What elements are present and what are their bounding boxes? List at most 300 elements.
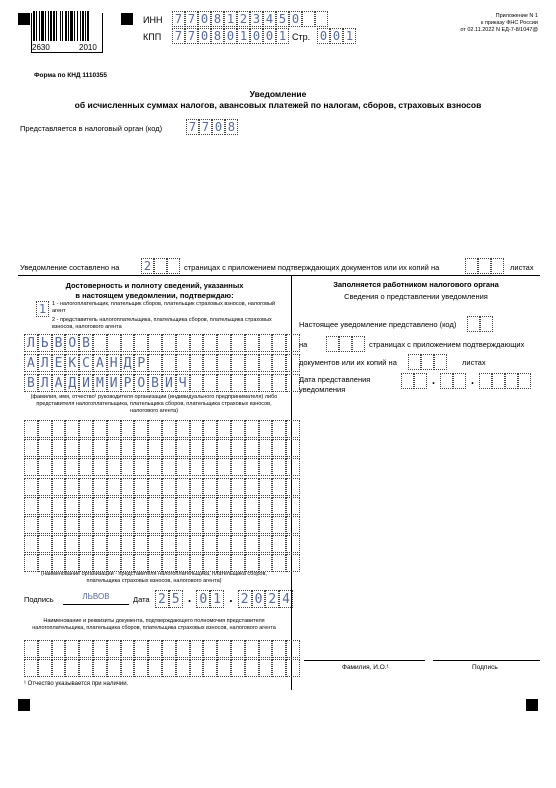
digit-cell[interactable]: 8 [225,119,238,135]
empty-cell[interactable] [134,439,148,457]
empty-cell[interactable] [272,420,286,438]
empty-cell[interactable] [272,478,286,496]
empty-cell[interactable] [190,640,204,658]
empty-cell[interactable] [134,640,148,658]
empty-cell[interactable] [217,439,231,457]
empty-cell[interactable] [245,554,259,572]
signature-value[interactable]: ЛЬВОВ [82,592,110,601]
digit-cell[interactable]: 5 [276,11,289,27]
empty-cell[interactable] [121,478,135,496]
empty-cell[interactable] [162,640,176,658]
empty-cell[interactable] [176,497,190,515]
digit-cell[interactable]: В [79,334,93,352]
digit-cell[interactable]: 0 [289,11,302,27]
empty-cell[interactable] [162,554,176,572]
empty-cell[interactable] [107,420,121,438]
patronymic-field[interactable] [24,374,300,392]
digit-cell[interactable]: 1 [237,28,250,44]
digit-cell[interactable]: И [79,374,93,392]
empty-cell[interactable] [217,554,231,572]
empty-cell[interactable] [434,354,447,370]
empty-cell[interactable] [24,554,38,572]
empty-cell[interactable] [65,420,79,438]
empty-cell[interactable] [93,516,107,534]
empty-cell[interactable] [259,640,273,658]
digit-cell[interactable]: 2 [141,258,154,274]
digit-cell[interactable] [231,354,245,372]
empty-cell[interactable] [491,258,504,274]
empty-cell[interactable] [286,439,300,457]
empty-cell[interactable] [162,659,176,677]
digit-cell[interactable] [93,334,107,352]
empty-cell[interactable] [231,439,245,457]
empty-cell[interactable] [107,554,121,572]
digit-cell[interactable] [231,374,245,392]
empty-cell[interactable] [326,336,339,352]
empty-cell[interactable] [286,497,300,515]
empty-cell[interactable] [162,497,176,515]
empty-cell[interactable] [52,659,66,677]
empty-cell[interactable] [286,554,300,572]
organization-name-row[interactable] [24,516,300,534]
empty-cell[interactable] [231,458,245,476]
empty-cell[interactable] [231,497,245,515]
empty-cell[interactable] [286,458,300,476]
empty-cell[interactable] [203,640,217,658]
date-digit-cell[interactable]: 0 [252,590,266,608]
empty-cell[interactable] [38,640,52,658]
digit-cell[interactable] [286,374,300,392]
empty-cell[interactable] [217,420,231,438]
digit-cell[interactable]: О [65,334,79,352]
empty-cell[interactable] [65,516,79,534]
empty-cell[interactable] [467,316,480,332]
empty-cell[interactable] [38,554,52,572]
digit-cell[interactable]: Л [24,334,38,352]
digit-cell[interactable]: И [107,374,121,392]
empty-cell[interactable] [217,497,231,515]
digit-cell[interactable] [272,354,286,372]
empty-cell[interactable] [176,478,190,496]
digit-cell[interactable] [259,374,273,392]
digit-cell[interactable] [121,334,135,352]
digit-cell[interactable] [315,11,328,27]
empty-cell[interactable] [107,497,121,515]
date-digit-cell[interactable]: 2 [238,590,252,608]
empty-cell[interactable] [107,640,121,658]
empty-cell[interactable] [24,458,38,476]
empty-cell[interactable] [401,373,414,389]
digit-cell[interactable] [217,374,231,392]
empty-cell[interactable] [65,478,79,496]
empty-cell[interactable] [79,516,93,534]
empty-cell[interactable] [148,497,162,515]
empty-cell[interactable] [217,535,231,553]
digit-cell[interactable]: Р [134,354,148,372]
empty-cell[interactable] [231,554,245,572]
date-digit-cell[interactable]: 2 [155,590,169,608]
date-digit-cell[interactable]: 5 [169,590,183,608]
empty-cell[interactable] [518,373,531,389]
digit-cell[interactable]: О [134,374,148,392]
empty-cell[interactable] [259,516,273,534]
empty-cell[interactable] [148,458,162,476]
empty-cell[interactable] [148,554,162,572]
organization-name-row[interactable] [24,458,300,476]
empty-cell[interactable] [176,458,190,476]
empty-cell[interactable] [176,535,190,553]
digit-cell[interactable]: Ч [176,374,190,392]
digit-cell[interactable] [162,334,176,352]
surname-field[interactable] [24,334,300,352]
empty-cell[interactable] [190,439,204,457]
digit-cell[interactable]: 0 [224,28,237,44]
empty-cell[interactable] [93,659,107,677]
digit-cell[interactable]: 8 [211,28,224,44]
empty-cell[interactable] [121,497,135,515]
empty-cell[interactable] [286,535,300,553]
empty-cell[interactable] [408,354,421,370]
date-digit-cell[interactable]: 2 [265,590,279,608]
empty-cell[interactable] [203,439,217,457]
empty-cell[interactable] [272,640,286,658]
empty-cell[interactable] [38,458,52,476]
digit-cell[interactable] [231,334,245,352]
empty-cell[interactable] [286,478,300,496]
document-details-row[interactable] [24,640,300,658]
empty-cell[interactable] [148,640,162,658]
digit-cell[interactable]: 7 [186,119,199,135]
date-digit-cell[interactable]: 1 [210,590,224,608]
empty-cell[interactable] [231,478,245,496]
empty-cell[interactable] [190,497,204,515]
empty-cell[interactable] [453,373,466,389]
digit-cell[interactable]: 0 [317,28,330,44]
empty-cell[interactable] [505,373,518,389]
empty-cell[interactable] [421,354,434,370]
empty-cell[interactable] [79,640,93,658]
digit-cell[interactable]: 1 [276,28,289,44]
empty-cell[interactable] [203,478,217,496]
empty-cell[interactable] [190,659,204,677]
empty-cell[interactable] [121,439,135,457]
empty-cell[interactable] [272,439,286,457]
empty-cell[interactable] [162,439,176,457]
empty-cell[interactable] [79,535,93,553]
empty-cell[interactable] [148,535,162,553]
digit-cell[interactable] [134,334,148,352]
digit-cell[interactable]: Ь [38,334,52,352]
digit-cell[interactable] [148,334,162,352]
digit-cell[interactable]: 7 [185,28,198,44]
digit-cell[interactable]: 0 [250,28,263,44]
empty-cell[interactable] [231,640,245,658]
empty-cell[interactable] [79,439,93,457]
empty-cell[interactable] [121,458,135,476]
digit-cell[interactable]: 4 [263,11,276,27]
presented-code-field[interactable] [467,316,493,332]
empty-cell[interactable] [121,659,135,677]
empty-cell[interactable] [38,497,52,515]
organization-name-row[interactable] [24,420,300,438]
empty-cell[interactable] [245,535,259,553]
empty-cell[interactable] [107,458,121,476]
empty-cell[interactable] [162,478,176,496]
empty-cell[interactable] [93,478,107,496]
empty-cell[interactable] [134,516,148,534]
digit-cell[interactable]: В [52,334,66,352]
organization-name-row[interactable] [24,535,300,553]
digit-cell[interactable]: Д [121,354,135,372]
digit-cell[interactable] [245,334,259,352]
date-digit-cell[interactable]: 4 [279,590,293,608]
empty-cell[interactable] [259,420,273,438]
empty-cell[interactable] [190,458,204,476]
empty-cell[interactable] [79,497,93,515]
received-sheets-field[interactable] [408,354,447,370]
empty-cell[interactable] [93,535,107,553]
empty-cell[interactable] [52,516,66,534]
empty-cell[interactable] [107,478,121,496]
empty-cell[interactable] [65,640,79,658]
empty-cell[interactable] [134,497,148,515]
signature-date-field[interactable] [155,590,293,608]
empty-cell[interactable] [286,420,300,438]
empty-cell[interactable] [203,554,217,572]
digit-cell[interactable]: 3 [250,11,263,27]
digit-cell[interactable] [203,374,217,392]
empty-cell[interactable] [465,258,478,274]
empty-cell[interactable] [65,439,79,457]
empty-cell[interactable] [24,516,38,534]
digit-cell[interactable] [176,354,190,372]
empty-cell[interactable] [107,516,121,534]
empty-cell[interactable] [203,535,217,553]
empty-cell[interactable] [231,420,245,438]
empty-cell[interactable] [121,554,135,572]
empty-cell[interactable] [121,640,135,658]
empty-cell[interactable] [190,516,204,534]
empty-cell[interactable] [134,554,148,572]
empty-cell[interactable] [176,516,190,534]
empty-cell[interactable] [134,420,148,438]
digit-cell[interactable]: 0 [198,28,211,44]
empty-cell[interactable] [190,420,204,438]
empty-cell[interactable] [148,439,162,457]
digit-cell[interactable] [245,374,259,392]
signer-type-cell[interactable]: 1 [36,301,49,317]
empty-cell[interactable] [134,659,148,677]
empty-cell[interactable] [245,659,259,677]
empty-cell[interactable] [162,535,176,553]
empty-cell[interactable] [134,458,148,476]
digit-cell[interactable]: 0 [198,11,211,27]
empty-cell[interactable] [245,439,259,457]
presented-date-field[interactable] [401,373,531,389]
empty-cell[interactable] [38,516,52,534]
empty-cell[interactable] [24,439,38,457]
digit-cell[interactable]: 2 [237,11,250,27]
empty-cell[interactable] [121,420,135,438]
digit-cell[interactable] [272,374,286,392]
digit-cell[interactable]: Е [52,354,66,372]
digit-cell[interactable]: А [93,354,107,372]
empty-cell[interactable] [79,458,93,476]
empty-cell[interactable] [93,439,107,457]
organization-name-row[interactable] [24,497,300,515]
first-name-field[interactable] [24,354,300,372]
digit-cell[interactable]: 0 [330,28,343,44]
empty-cell[interactable] [52,497,66,515]
empty-cell[interactable] [176,439,190,457]
empty-cell[interactable] [259,497,273,515]
empty-cell[interactable] [245,420,259,438]
digit-cell[interactable] [190,334,204,352]
digit-cell[interactable]: М [93,374,107,392]
sheets-count-field[interactable] [465,258,504,274]
digit-cell[interactable] [286,334,300,352]
empty-cell[interactable] [245,458,259,476]
empty-cell[interactable] [93,497,107,515]
organization-name-row[interactable] [24,554,300,572]
digit-cell[interactable] [154,258,167,274]
digit-cell[interactable]: Л [38,374,52,392]
empty-cell[interactable] [65,458,79,476]
digit-cell[interactable]: Р [121,374,135,392]
digit-cell[interactable]: Н [107,354,121,372]
received-pages-field[interactable] [326,336,365,352]
empty-cell[interactable] [259,458,273,476]
empty-cell[interactable] [148,478,162,496]
digit-cell[interactable] [272,334,286,352]
empty-cell[interactable] [121,516,135,534]
digit-cell[interactable]: 0 [212,119,225,135]
empty-cell[interactable] [217,458,231,476]
digit-cell[interactable]: Д [65,374,79,392]
empty-cell[interactable] [203,458,217,476]
empty-cell[interactable] [203,516,217,534]
digit-cell[interactable] [259,354,273,372]
empty-cell[interactable] [259,659,273,677]
signer-type-field[interactable] [36,301,49,317]
empty-cell[interactable] [52,420,66,438]
digit-cell[interactable]: 7 [172,28,185,44]
digit-cell[interactable] [286,354,300,372]
empty-cell[interactable] [217,516,231,534]
empty-cell[interactable] [231,535,245,553]
digit-cell[interactable] [217,354,231,372]
empty-cell[interactable] [478,258,491,274]
empty-cell[interactable] [203,497,217,515]
empty-cell[interactable] [65,554,79,572]
digit-cell[interactable] [245,354,259,372]
empty-cell[interactable] [162,516,176,534]
empty-cell[interactable] [176,659,190,677]
empty-cell[interactable] [52,439,66,457]
date-digit-cell[interactable]: 0 [196,590,210,608]
digit-cell[interactable] [162,354,176,372]
empty-cell[interactable] [217,640,231,658]
digit-cell[interactable]: 7 [185,11,198,27]
digit-cell[interactable]: 1 [343,28,356,44]
empty-cell[interactable] [65,535,79,553]
empty-cell[interactable] [79,478,93,496]
empty-cell[interactable] [272,458,286,476]
digit-cell[interactable]: 7 [172,11,185,27]
organization-name-row[interactable] [24,439,300,457]
empty-cell[interactable] [272,554,286,572]
empty-cell[interactable] [480,316,493,332]
empty-cell[interactable] [162,458,176,476]
empty-cell[interactable] [339,336,352,352]
empty-cell[interactable] [52,478,66,496]
empty-cell[interactable] [107,439,121,457]
empty-cell[interactable] [52,554,66,572]
empty-cell[interactable] [231,516,245,534]
empty-cell[interactable] [176,554,190,572]
tax-authority-code-field[interactable] [186,119,238,135]
empty-cell[interactable] [440,373,453,389]
empty-cell[interactable] [245,516,259,534]
empty-cell[interactable] [93,420,107,438]
empty-cell[interactable] [79,420,93,438]
empty-cell[interactable] [38,420,52,438]
empty-cell[interactable] [148,516,162,534]
digit-cell[interactable] [302,11,315,27]
empty-cell[interactable] [479,373,492,389]
empty-cell[interactable] [414,373,427,389]
empty-cell[interactable] [217,659,231,677]
empty-cell[interactable] [352,336,365,352]
empty-cell[interactable] [93,640,107,658]
empty-cell[interactable] [259,478,273,496]
empty-cell[interactable] [259,535,273,553]
empty-cell[interactable] [65,659,79,677]
digit-cell[interactable]: С [79,354,93,372]
empty-cell[interactable] [24,659,38,677]
digit-cell[interactable]: И [162,374,176,392]
empty-cell[interactable] [217,478,231,496]
empty-cell[interactable] [79,659,93,677]
digit-cell[interactable] [148,354,162,372]
digit-cell[interactable]: 1 [224,11,237,27]
empty-cell[interactable] [107,535,121,553]
empty-cell[interactable] [272,516,286,534]
empty-cell[interactable] [148,420,162,438]
digit-cell[interactable] [203,334,217,352]
empty-cell[interactable] [190,535,204,553]
empty-cell[interactable] [492,373,505,389]
digit-cell[interactable] [190,374,204,392]
empty-cell[interactable] [286,516,300,534]
empty-cell[interactable] [38,439,52,457]
empty-cell[interactable] [259,554,273,572]
digit-cell[interactable]: А [24,354,38,372]
digit-cell[interactable]: В [148,374,162,392]
digit-cell[interactable]: К [65,354,79,372]
empty-cell[interactable] [65,497,79,515]
empty-cell[interactable] [52,535,66,553]
empty-cell[interactable] [148,659,162,677]
kpp-field[interactable] [172,28,289,44]
empty-cell[interactable] [121,535,135,553]
empty-cell[interactable] [203,659,217,677]
empty-cell[interactable] [24,420,38,438]
digit-cell[interactable]: 8 [211,11,224,27]
empty-cell[interactable] [286,640,300,658]
empty-cell[interactable] [203,420,217,438]
empty-cell[interactable] [52,640,66,658]
